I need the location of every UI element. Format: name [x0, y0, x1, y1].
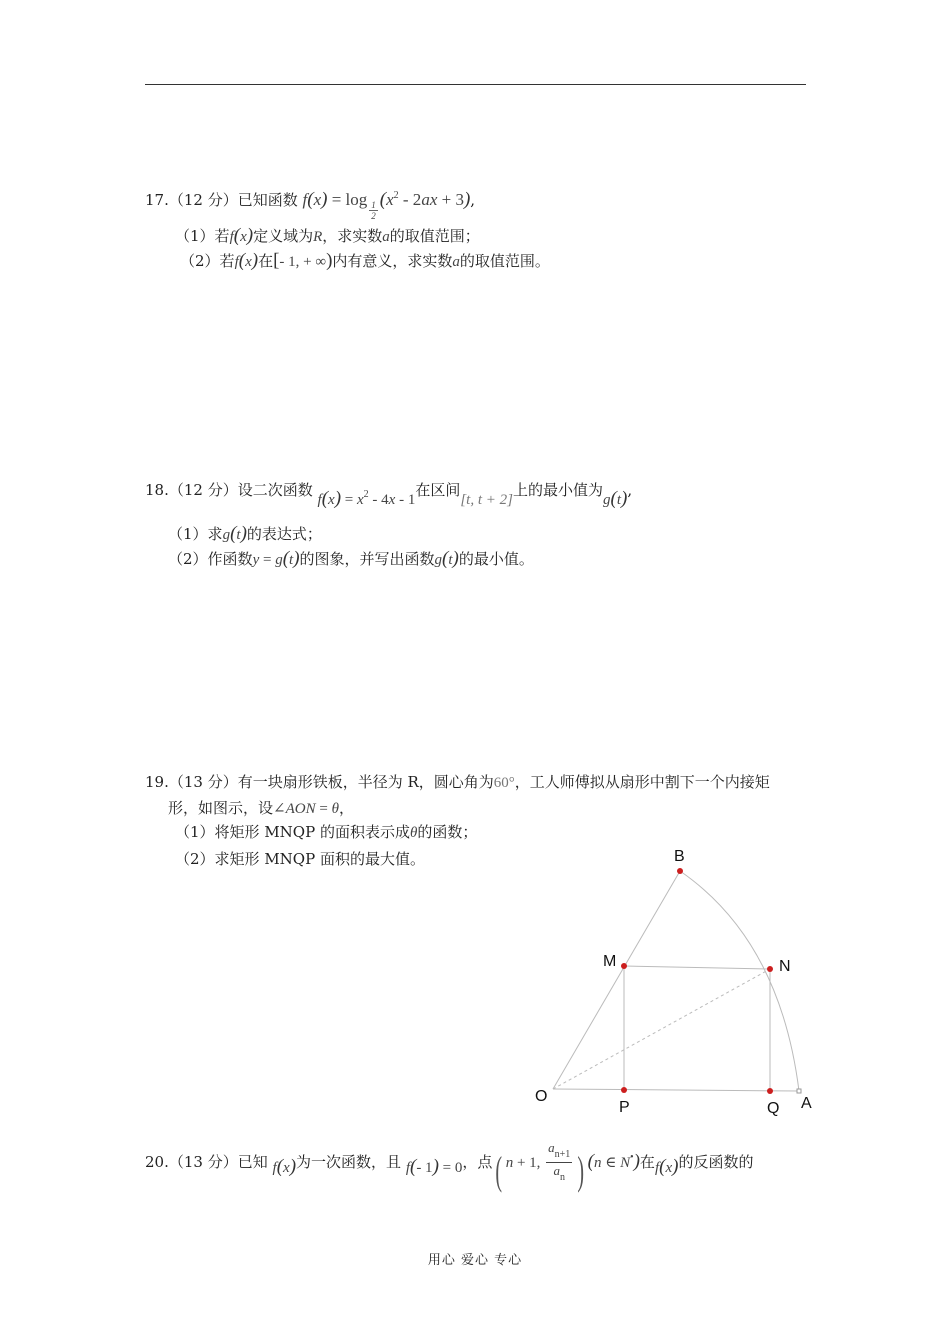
line-MN: [624, 966, 770, 969]
line-ON-dashed: [553, 969, 770, 1089]
formula-quadratic: $f(x) = x^2 - 4x - 1$: [317, 488, 416, 509]
problem-18-part-2: （2）作函数y = g(t)的图象，并写出函数g(t)的最小值。: [168, 548, 534, 569]
problem-19-part-1: （1）将矩形 MNQP 的面积表示成θ的函数；: [175, 823, 478, 841]
problem-18-title: 18.（12 分）设二次函数 $f(x) = x^2 - 4x - 1$在区间[t, t + 2]上的最小值为g(t),: [145, 481, 633, 509]
page-footer: 用心 爱心 专心: [427, 1253, 523, 1268]
problem-17-title: 17.（12 分）已知函数 f(x) = log $\frac{1}{2}$ $(x^2 - 2ax + 3)$,: [145, 189, 476, 221]
point-Q: [767, 1088, 773, 1094]
line-OA: [553, 1089, 799, 1091]
problem-19-part-2: （2）求矩形 MNQP 面积的最大值。: [175, 850, 425, 868]
formula-f-log: f(x) = log $\frac{1}{2}$ $(x^2 - 2ax + 3)$: [302, 189, 471, 221]
points: [621, 868, 773, 1094]
problem-17-part-2: （2）若f(x)在[- 1, + ∞)内有意义，求实数a的取值范围。: [180, 250, 550, 271]
point-P: [621, 1087, 627, 1093]
endpoint-A-marker: [797, 1089, 801, 1093]
point-B: [677, 868, 683, 874]
problem-19-line-2: 形，如图示，设∠AON = θ，: [168, 799, 354, 817]
arc-AB: [680, 871, 799, 1091]
label-B: B: [674, 848, 685, 865]
label-A: A: [801, 1095, 812, 1112]
point-N: [767, 966, 773, 972]
line-OB: [553, 871, 680, 1089]
problem-20-line-1: 20.（13 分）已知 f(x)为一次函数，且 f(- 1) = 0，点( n + 1, $\frac{a_{n+1}}{a_n}$ ) (n ∈ N•)在f(x)的反函数的: [145, 1140, 754, 1193]
label-N: N: [779, 958, 791, 975]
point-M: [621, 963, 627, 969]
label-O: O: [535, 1088, 548, 1105]
label-Q: Q: [767, 1100, 780, 1117]
problem-17-part-1: （1）若f(x)定义域为R，求实数a的取值范围；: [175, 225, 480, 246]
label-M: M: [603, 953, 617, 970]
problem-18-part-1: （1）求g(t)的表达式；: [168, 523, 322, 544]
problem-19-line-1: 19.（13 分）有一块扇形铁板，半径为 R，圆心角为60°，工人师傅拟从扇形中割下一个内接矩: [145, 773, 770, 791]
label-P: P: [619, 1099, 630, 1116]
